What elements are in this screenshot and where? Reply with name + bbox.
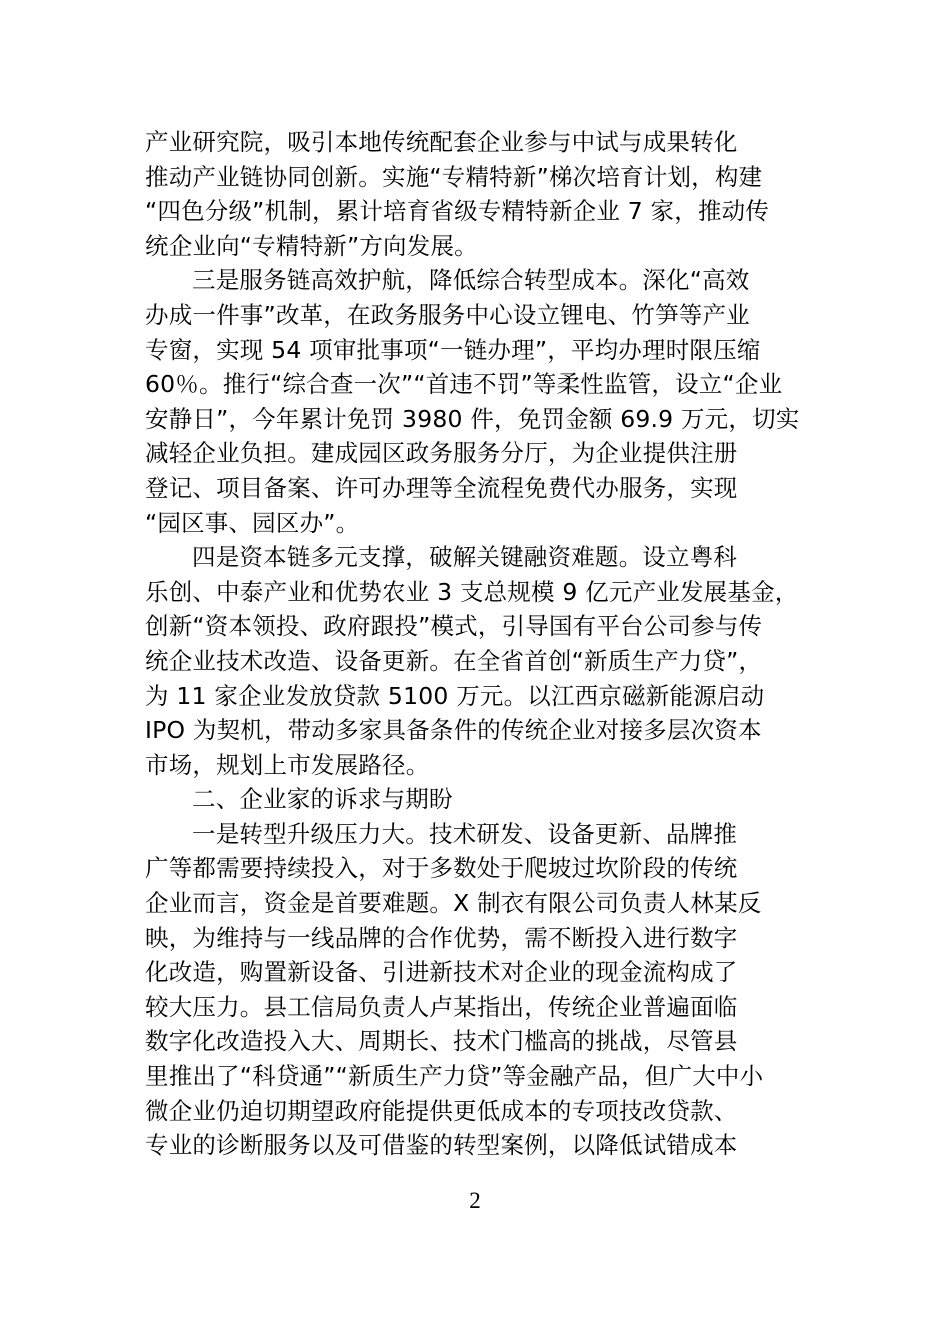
text-line: 企业而言，资金是首要难题。X 制衣有限公司负责人林某反 [145,889,762,918]
text-line: 产业研究院，吸引本地传统配套企业参与中试与成果转化 [145,128,738,156]
text-line: 办成一件事”改革，在政务服务中心设立锂电、竹笋等产业 [145,300,750,329]
text-line: 映，为维持与一线品牌的合作优势，需不断投入进行数字 [145,923,738,952]
text-line: “园区事、园区办”。 [145,508,360,537]
text-line: 较大压力。县工信局负责人卢某指出，传统企业普遍面临 [145,992,738,1021]
section-heading: 二、企业家的诉求与期盼 [192,785,453,814]
text-line: 统企业向“专精特新”方向发展。 [145,231,478,260]
text-line: 为 11 家企业发放贷款 5100 万元。以江西京磁新能源启动 [145,681,765,710]
text-line: 安静日”，今年累计免罚 3980 件，免罚金额 69.9 万元，切实 [145,404,800,433]
text-line: 登记、项目备案、许可办理等全流程免费代办服务，实现 [145,473,738,502]
paragraph-start-transformation-pressure: 一是转型升级压力大。技术研发、设备更新、品牌推 [192,819,738,848]
text-line: 统企业技术改造、设备更新。在全省首创“新质生产力贷”， [145,646,763,675]
text-line: 里推出了“科贷通”“新质生产力贷”等金融产品，但广大中小 [145,1062,764,1091]
text-line: 专业的诊断服务以及可借鉴的转型案例，以降低试错成本 [145,1131,738,1160]
text-line: IPO 为契机，带动多家具备条件的传统企业对接多层次资本 [145,716,762,745]
text-line: 化改造，购置新设备、引进新技术对企业的现金流构成了 [145,958,738,987]
text-line: 推动产业链协同创新。实施“专精特新”梯次培育计划，构建 [145,162,763,191]
text-line: “四色分级”机制，累计培育省级专精特新企业 7 家，推动传 [145,197,770,226]
paragraph-start-service-chain: 三是服务链高效护航，降低综合转型成本。深化“高效 [192,266,750,295]
paragraph-start-capital-chain: 四是资本链多元支撑，破解关键融资难题。设立粤科 [192,543,738,572]
text-line: 数字化改造投入大、周期长、技术门槛高的挑战，尽管县 [145,1027,738,1056]
text-line: 广等都需要持续投入，对于多数处于爬坡过坎阶段的传统 [145,854,738,883]
text-line: 专窗，实现 54 项审批事项“一链办理”，平均办理时限压缩 [145,335,761,364]
text-line: 创新“资本领投、政府跟投”模式，引导国有平台公司参与传 [145,612,763,641]
text-line: 市场，规划上市发展路径。 [145,750,430,779]
text-line: 乐创、中泰产业和优势农业 3 支总规模 9 亿元产业发展基金， [145,577,799,606]
text-line: 减轻企业负担。建成园区政务服务分厅，为企业提供注册 [145,439,738,468]
text-line: 60％。推行“综合查一次”“首违不罚”等柔性监管，设立“企业 [145,370,783,399]
page-number: 2 [469,1188,481,1213]
text-line: 微企业仍迫切期望政府能提供更低成本的专项技改贷款、 [145,1096,738,1125]
body-text [145,125,845,1163]
